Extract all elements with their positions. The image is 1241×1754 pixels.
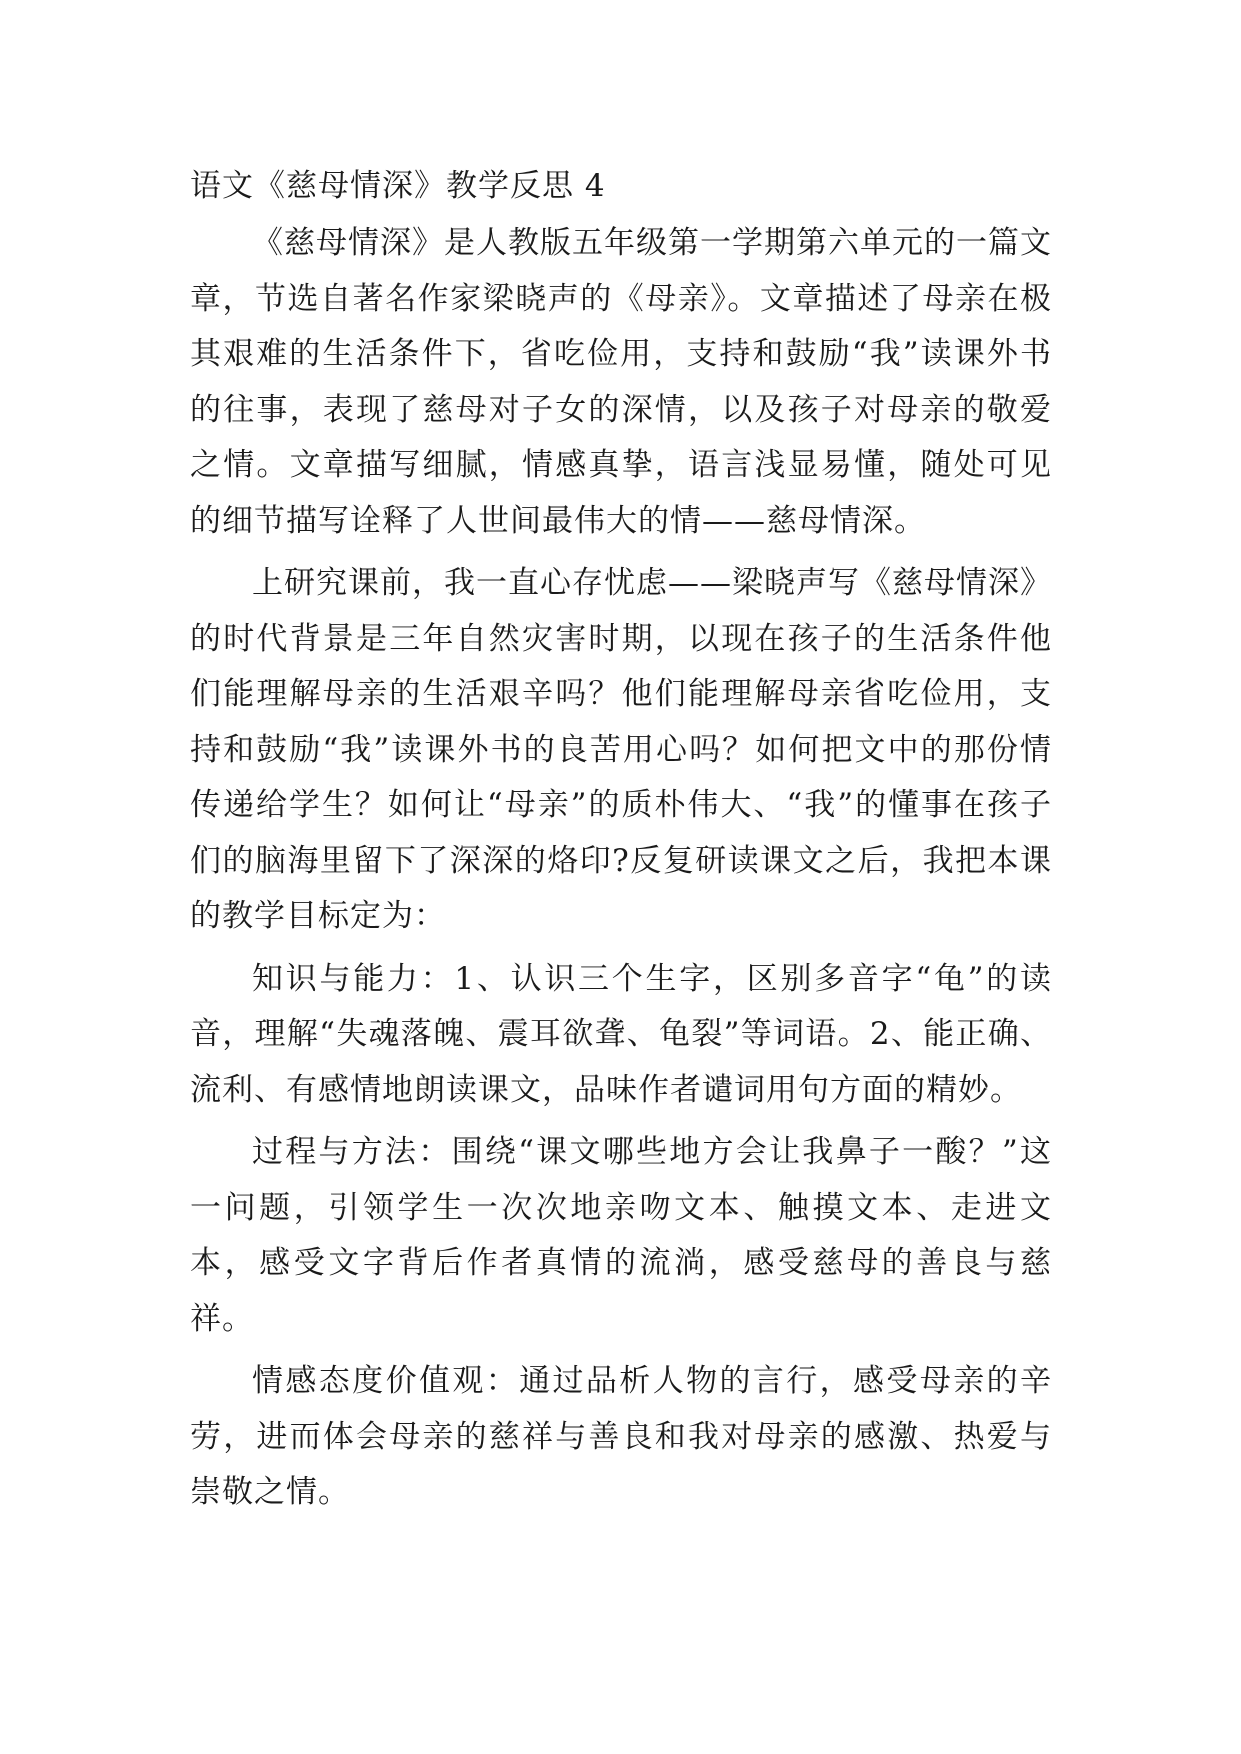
paragraph-intro: 《慈母情深》是人教版五年级第一学期第六单元的一篇文章，节选自著名作家梁晓声的《母亲》。文章描述了母亲在极其艰难的生活条件下，省吃俭用，支持和鼓励“我”读课外书的往事，表现了慈母对子女的深情，以及孩子对母亲的敬爱之情。文章描写细腻，情感真挚，语言浅显易懂，随处可见的细节描写诠释了人世间最伟大的情——慈母情深。	[190, 225, 1052, 539]
document-title: 语文《慈母情深》教学反思 4	[190, 168, 606, 204]
paragraph-knowledge-ability: 知识与能力：1、认识三个生字，区别多音字“龟”的读音，理解“失魂落魄、震耳欲聋、龟裂”等词语。2、能正确、流利、有感情地朗读课文，品味作者谴词用句方面的精妙。	[190, 960, 1052, 1108]
paragraph-concern: 上研究课前，我一直心存忧虑——梁晓声写《慈母情深》的时代背景是三年自然灾害时期，以现在孩子的生活条件他们能理解母亲的生活艰辛吗？他们能理解母亲省吃俭用，支持和鼓励“我”读课外书的良苦用心吗？如何把文中的那份情传递给学生？如何让“母亲”的质朴伟大、“我”的懂事在孩子们的脑海里留下了深深的烙印?反复研读课文之后，我把本课的教学目标定为：	[190, 565, 1052, 934]
document-page	[190, 160, 1052, 1528]
paragraph-process-method: 过程与方法：围绕“课文哪些地方会让我鼻子一酸？”这一问题，引领学生一次次地亲吻文本、触摸文本、走进文本，感受文字背后作者真情的流淌，感受慈母的善良与慈祥。	[190, 1134, 1052, 1337]
paragraph-emotion-values: 情感态度价值观：通过品析人物的言行，感受母亲的辛劳，进而体会母亲的慈祥与善良和我对母亲的感激、热爱与崇敬之情。	[190, 1363, 1052, 1510]
